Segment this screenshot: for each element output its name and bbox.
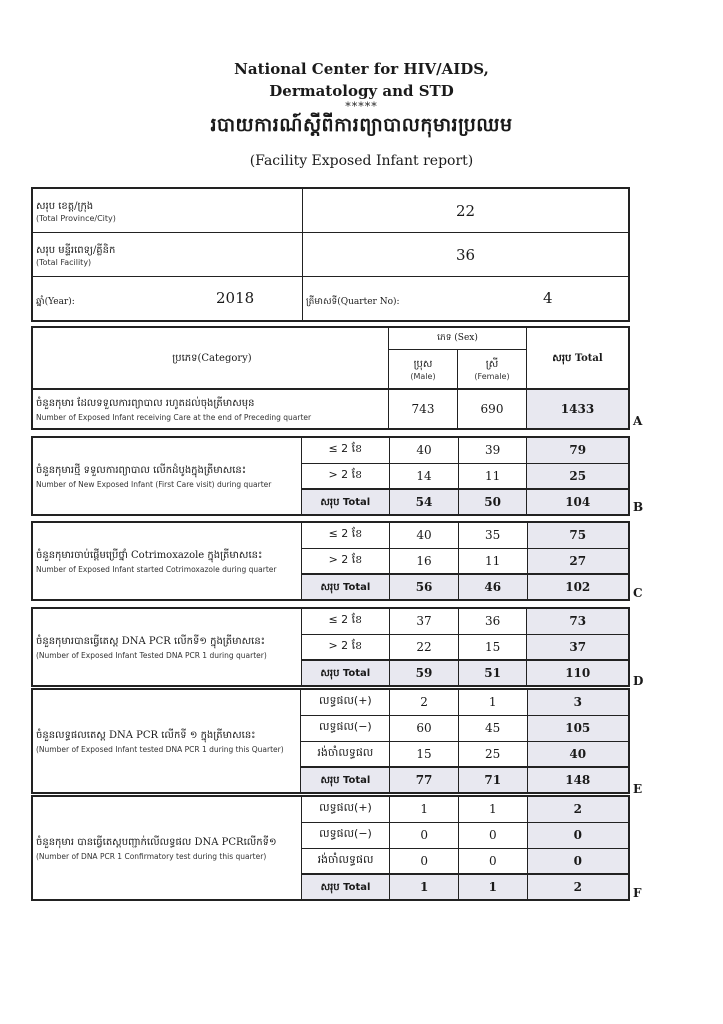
quarter-value: 4 bbox=[543, 289, 553, 307]
section-letter-e: E bbox=[633, 782, 643, 796]
section-d-table: ចំនួនកុមារបានធ្វើតេស្ត DNA PCR លើកទី១ ក្នុងត្រីមាសនេះ (Number of Exposed Infant Tested DNA PCR 1 during quarter) ≤ 2 ខែ 37 36 73 > 2 ខែ 22 15 37 សរុប Total 59 51 110 bbox=[31, 607, 630, 687]
facility-value: 36 bbox=[303, 233, 630, 277]
section-letter-d: D bbox=[633, 674, 644, 688]
section-b-table: ចំនួនកុមារថ្មី ទទួលការព្យាបាល លើកដំបូងក្នុងត្រីមាសនេះ Number of New Exposed Infant (First Care visit) during quarter ≤ 2 ខែ 40 39 79 > 2 ខែ 14 11 25 សរុប Total 54 50 104 bbox=[31, 436, 630, 516]
section-c-table: ចំនួនកុមារចាប់ផ្តើមប្រើថ្នាំ Cotrimoxazole ក្នុងត្រីមាសនេះ Number of Exposed Infant started Cotrimoxazole during quarter ≤ 2 ខែ 40 35 75 > 2 ខែ 16 11 27 សរុប Total 56 46 102 bbox=[31, 521, 630, 601]
org-name: National Center for HIV/AIDS, Dermatology and STD bbox=[234, 60, 489, 100]
year-quarter-row: ឆ្នាំ(Year): 2018 ត្រីមាសទី(Quarter No): 4 bbox=[32, 277, 629, 322]
section-f-table: ចំនួនកុមារ បានធ្វើតេស្តបញ្ជាក់លើលទ្ធផល DNA PCRលើកទី១ (Number of DNA PCR 1 Confirmatory test during this quarter) លទ្ធផល(+) 1 1 2 លទ្ធផល(−) 0 0 0 រង់ចាំលទ្ធផល 0 0 0 សរុប Total 1 1 2 bbox=[31, 795, 630, 901]
section-letter-a: A bbox=[633, 414, 643, 428]
info-table bbox=[31, 187, 630, 322]
section-letter-f: F bbox=[633, 886, 642, 900]
year-value: 2018 bbox=[216, 289, 255, 307]
section-e-table: ចំនួនលទ្ធផលតេស្ត DNA PCR លើកទី ១ ក្នុងត្រីមាសនេះ (Number of Exposed Infant tested DNA PCR 1 during this Quarter) លទ្ធផល(+) 2 1 3 លទ្ធផល(−) 60 45 105 រង់ចាំលទ្ធផល 15 25 40 សរុប Total 77 71 148 bbox=[31, 688, 630, 794]
section-letter-b: B bbox=[633, 500, 644, 514]
section-a-row: ចំនួនកុមារ ដែលទទួលការព្យាបាល រហូតដល់ចុងត្រីមាសមុន Number of Exposed Infant receiving Care at the end of Preceding quarter 743 690 1433 bbox=[32, 389, 629, 429]
khmer-title: របាយការណ៍ស្តីពីការព្យាបាលកុមារប្រឈម bbox=[210, 114, 513, 136]
section-letter-c: C bbox=[633, 586, 643, 600]
province-row: សរុប ខេត្ត/ក្រុង (Total Province/City) 22 bbox=[32, 188, 629, 233]
province-value: 22 bbox=[303, 188, 630, 233]
section-a-table: ប្រភេទ(Category) ភេទ (Sex) សរុប Total ប្រុស (Male) ស្រី (Female) ចំនួនកុមារ ដែលទទួលការព្យាបាល រហូតដល់ចុងត្រីមាសមុន Number of Exposed Infant receiving Care at the end of Preceding quarter 743 690 1433 bbox=[31, 326, 630, 430]
report-title: (Facility Exposed Infant report) bbox=[249, 153, 474, 169]
facility-row: សរុប មន្ទីរពេទ្យ/គ្លីនិក (Total Facility) 36 bbox=[32, 233, 629, 277]
stars-divider: ***** bbox=[345, 100, 378, 113]
